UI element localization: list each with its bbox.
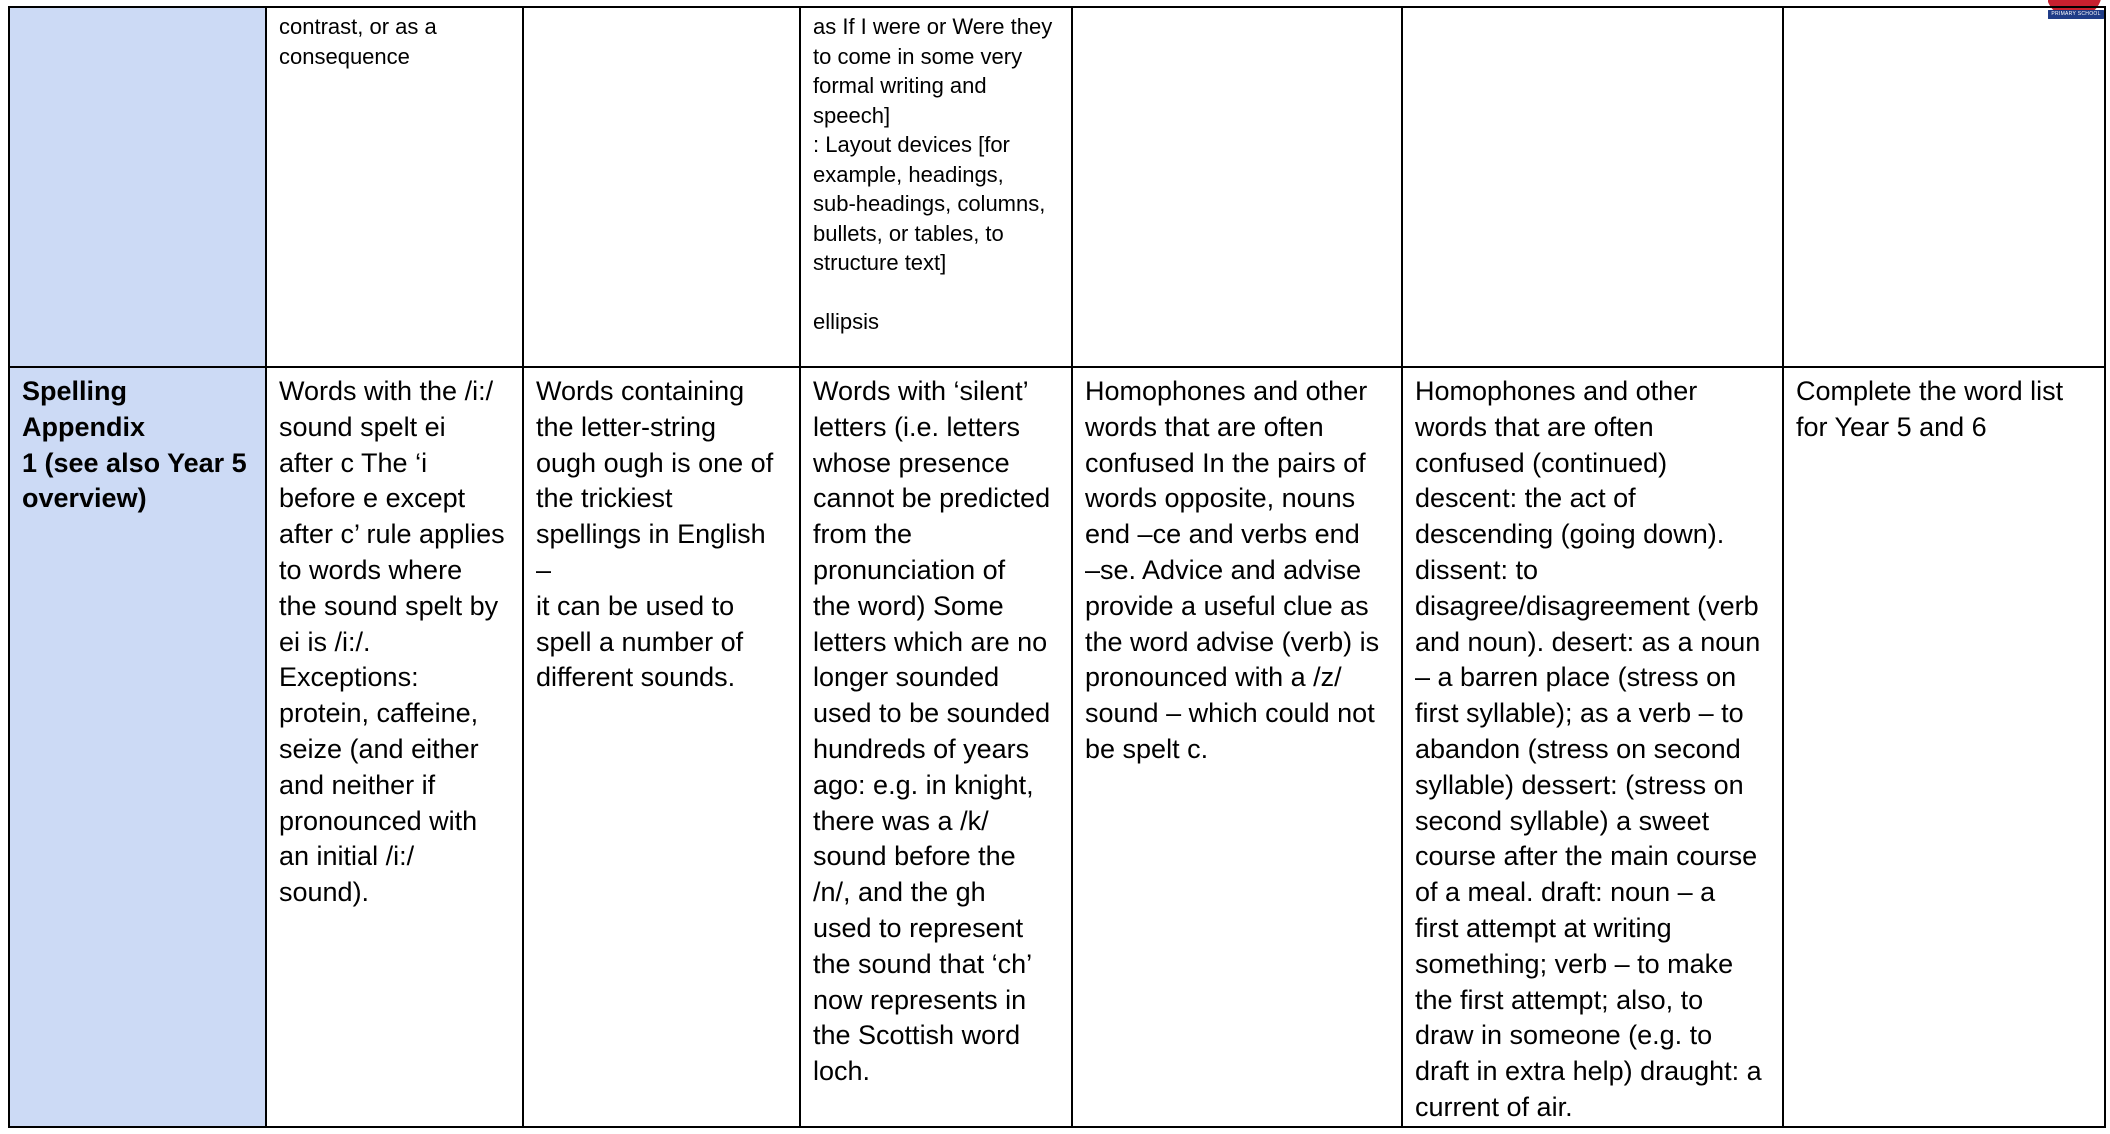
table-cell [1783, 7, 2105, 367]
table-cell [266, 367, 523, 1127]
cell-text-word-list: Complete the word list for Year 5 and 6 [1796, 376, 2064, 442]
table-cell [266, 7, 523, 367]
table-cell [1072, 7, 1402, 367]
cell-text: as If I were or Were they to come in some very formal writing and speech] : Layout devices [for example, headings, sub-headings, columns, bullets, or tables, to structure text] ellipsis [813, 14, 1053, 334]
table-cell [800, 7, 1072, 367]
cell-text-homophones-continued: Homophones and other words that are often confused (continued) descent: the act of descending (going down). dissent: to disagree/disagreement (verb and noun). desert: as a noun – a barren place (stress on first syllable); as a verb – to abandon (stress on second syllable) dessert: (stress on second syllable) a sweet course after the main course of a meal. draft: noun – a first attempt at writing something; verb – to make the first attempt; also, to draw in someone (e.g. to draft in extra help) draught: a current of air. [1415, 376, 1762, 1122]
row-label-spelling-appendix: Spelling Appendix 1 (see also Year 5 overview) [22, 376, 247, 514]
table-cell [1072, 367, 1402, 1127]
logo-banner-text: PRIMARY SCHOOL [2051, 11, 2101, 17]
table-cell [1402, 367, 1783, 1127]
table-row-previous [9, 7, 2105, 367]
table-cell [523, 7, 800, 367]
curriculum-table [8, 6, 2106, 1128]
table-cell [1783, 367, 2105, 1127]
table-cell [800, 367, 1072, 1127]
cell-text: contrast, or as a consequence [279, 14, 437, 69]
table-cell [1402, 7, 1783, 367]
table-cell [523, 367, 800, 1127]
cell-text-ough: Words containing the letter-string ough ough is one of the trickiest spellings in English – it can be used to spell a number of different sounds. [536, 376, 774, 693]
cell-text-homophones: Homophones and other words that are often confused In the pairs of words opposite, nouns end –ce and verbs end –se. Advice and advise provide a useful clue as the word advise (verb) is pronounced with a /z/ sound – which could not be spelt c. [1085, 376, 1380, 764]
table-row-spelling [9, 367, 2105, 1127]
row-label-cell-empty [9, 7, 266, 367]
row-label-cell [9, 367, 266, 1127]
cell-text-ei-after-c: Words with the /i:/ sound spelt ei after c The ‘i before e except after c’ rule applies to words where the sound spelt by ei is /i:/. Exceptions: protein, caffeine, seize (and either and neither if pronounced with an initial /i:/ sound). [279, 376, 505, 908]
cell-text-silent-letters: Words with ‘silent’ letters (i.e. letters whose presence cannot be predicted from the pronunciation of the word) Some letters which are no longer sounded used to be sounded hundreds of years ago: e.g. in knight, there was a /k/ sound before the /n/, and the gh used to represent the sound that ‘ch’ now represents in the Scottish word loch. [813, 376, 1051, 1087]
